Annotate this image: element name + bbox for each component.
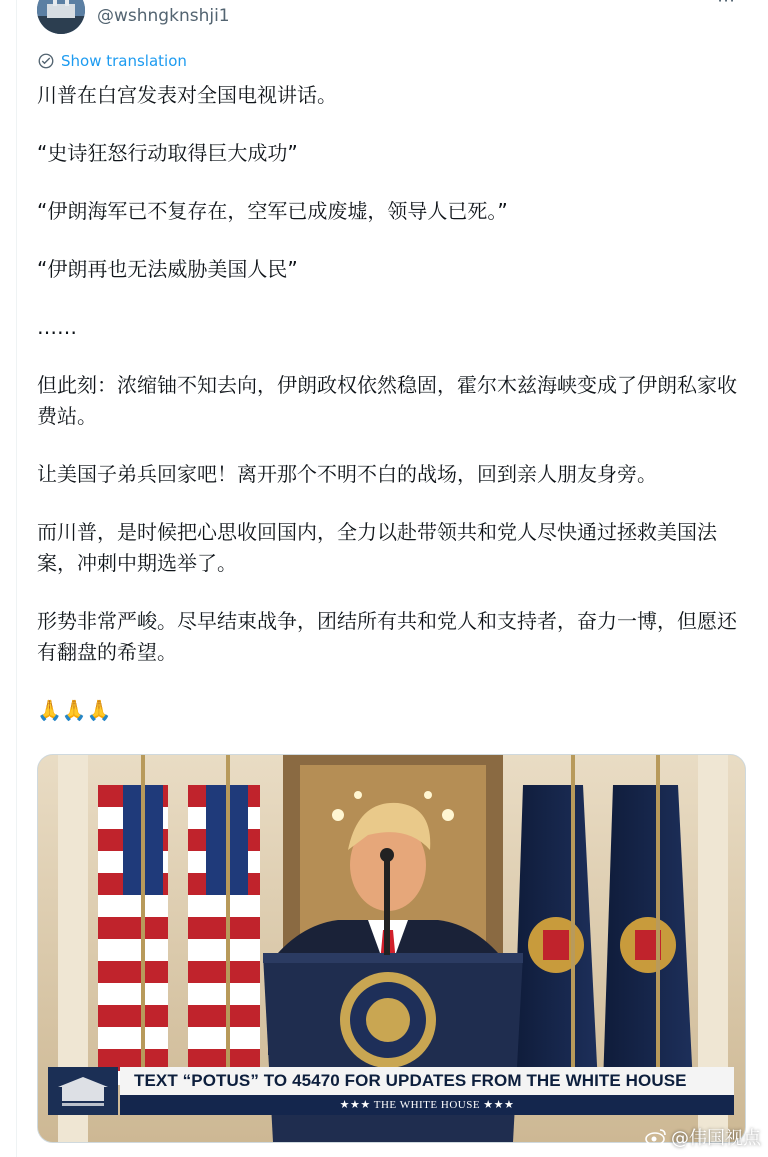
show-translation-link[interactable] [37,52,187,70]
tweet-line: “伊朗再也无法威胁美国人民” [37,257,298,281]
weibo-logo-icon [645,1128,667,1146]
us-flag-left-1 [98,755,168,1085]
author-handle[interactable]: @wshngknshji1 [97,6,230,26]
watermark-text: @伟国视点 [671,1128,761,1149]
video-banner [48,1067,734,1119]
tweet-line: …… [37,315,77,339]
tweet-body [37,80,749,726]
us-flag-left-2 [188,755,260,1085]
banner-subtext: ★★★ THE WHITE HOUSE ★★★ [120,1095,734,1115]
show-translation-label: Show translation [61,52,187,70]
tweet-line: 形势非常严峻。尽早结束战争，团结所有共和党人和支持者，奋力一博，但愿还有翻盘的希望。 [37,609,737,664]
white-house-logo-icon [48,1067,118,1115]
tweet-line: “史诗狂怒行动取得巨大成功” [37,141,298,165]
tweet-line: 川普在白宫发表对全国电视讲话。 [37,83,337,107]
tweet-line: 而川普，是时候把心思收回国内，全力以赴带领共和党人尽快通过拯救美国法案，冲刺中期选举了。 [37,520,717,575]
avatar[interactable] [37,0,85,34]
globe-icon [37,52,55,70]
tweet-line: 但此刻：浓缩铀不知去向，伊朗政权依然稳固，霍尔木兹海峡变成了伊朗私家收费站。 [37,373,737,428]
more-options-icon[interactable]: ⋯ [717,0,735,11]
banner-text: TEXT “POTUS” TO 45470 FOR UPDATES FROM THE WHITE HOUSE [120,1067,734,1095]
tweet-media-video[interactable] [37,754,746,1143]
weibo-watermark [645,1124,761,1150]
tweet-line: 让美国子弟兵回家吧！离开那个不明不白的战场，回到亲人朋友身旁。 [37,462,657,486]
prayer-emoji: 🙏🙏🙏 [37,698,112,722]
tweet-line: “伊朗海军已不复存在，空军已成废墟，领导人已死。” [37,199,508,223]
tweet-card [16,0,768,1157]
